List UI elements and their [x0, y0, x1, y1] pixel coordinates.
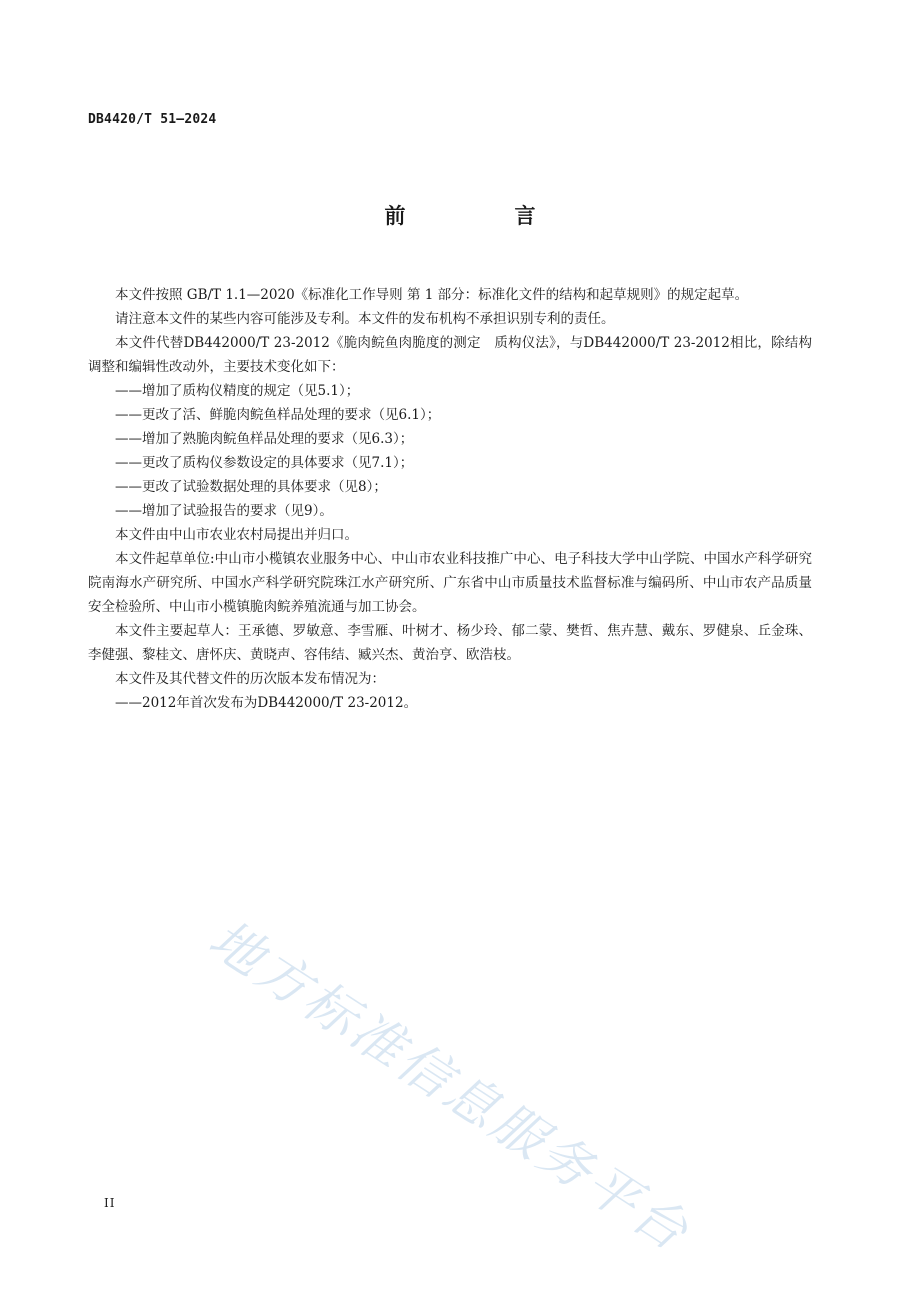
watermark: 地方标准信息服务平台 — [198, 908, 701, 1265]
paragraph: 本文件按照 GB/T 1.1—2020《标准化工作导则 第 1 部分：标准化文件的结构和起草规则》的规定起草。 — [115, 287, 749, 303]
standard-code: DB4420/T 51—2024 — [88, 112, 217, 127]
list-item: ——2012年首次发布为DB442000/T 23-2012。 — [115, 695, 418, 711]
paragraph: 本文件及其代替文件的历次版本发布情况为： — [115, 671, 385, 687]
foreword-body — [88, 283, 812, 715]
paragraph: 本文件由中山市农业农村局提出并归口。 — [115, 527, 358, 543]
list-item: ——增加了质构仪精度的规定（见5.1）； — [115, 383, 360, 399]
page-number: II — [104, 1196, 116, 1210]
page-title: 前 言 — [384, 204, 580, 228]
list-item: ——更改了活、鲜脆肉鲩鱼样品处理的要求（见6.1）； — [115, 407, 441, 423]
paragraph: 请注意本文件的某些内容可能涉及专利。本文件的发布机构不承担识别专利的责任。 — [115, 311, 615, 327]
list-item: ——增加了试验报告的要求（见9）。 — [115, 503, 333, 519]
paragraph: 本文件代替DB442000/T 23-2012《脆肉鲩鱼肉脆度的测定 质构仪法》，与DB442000/T 23-2012相比，除结构调整和编辑性改动外，主要技术变化如下： — [88, 335, 812, 375]
list-item: ——更改了质构仪参数设定的具体要求（见7.1）； — [115, 455, 414, 471]
list-item: ——更改了试验数据处理的具体要求（见8）； — [115, 479, 387, 495]
list-item: ——增加了熟脆肉鲩鱼样品处理的要求（见6.3）； — [115, 431, 414, 447]
paragraph: 本文件主要起草人：王承德、罗敏意、李雪雁、叶树才、杨少玲、郁二蒙、樊哲、焦卉慧、戴东、罗健泉、丘金珠、李健强、黎桂文、唐怀庆、黄晓声、容伟结、臧兴杰、黄治亨、欧浩枝。 — [88, 623, 812, 663]
paragraph: 本文件起草单位:中山市小榄镇农业服务中心、中山市农业科技推广中心、电子科技大学中山学院、中国水产科学研究院南海水产研究所、中国水产科学研究院珠江水产研究所、广东省中山市质量技术监督标准与编码所、中山市农产品质量安全检验所、中山市小榄镇脆肉鲩养殖流通与加工协会。 — [88, 551, 812, 615]
